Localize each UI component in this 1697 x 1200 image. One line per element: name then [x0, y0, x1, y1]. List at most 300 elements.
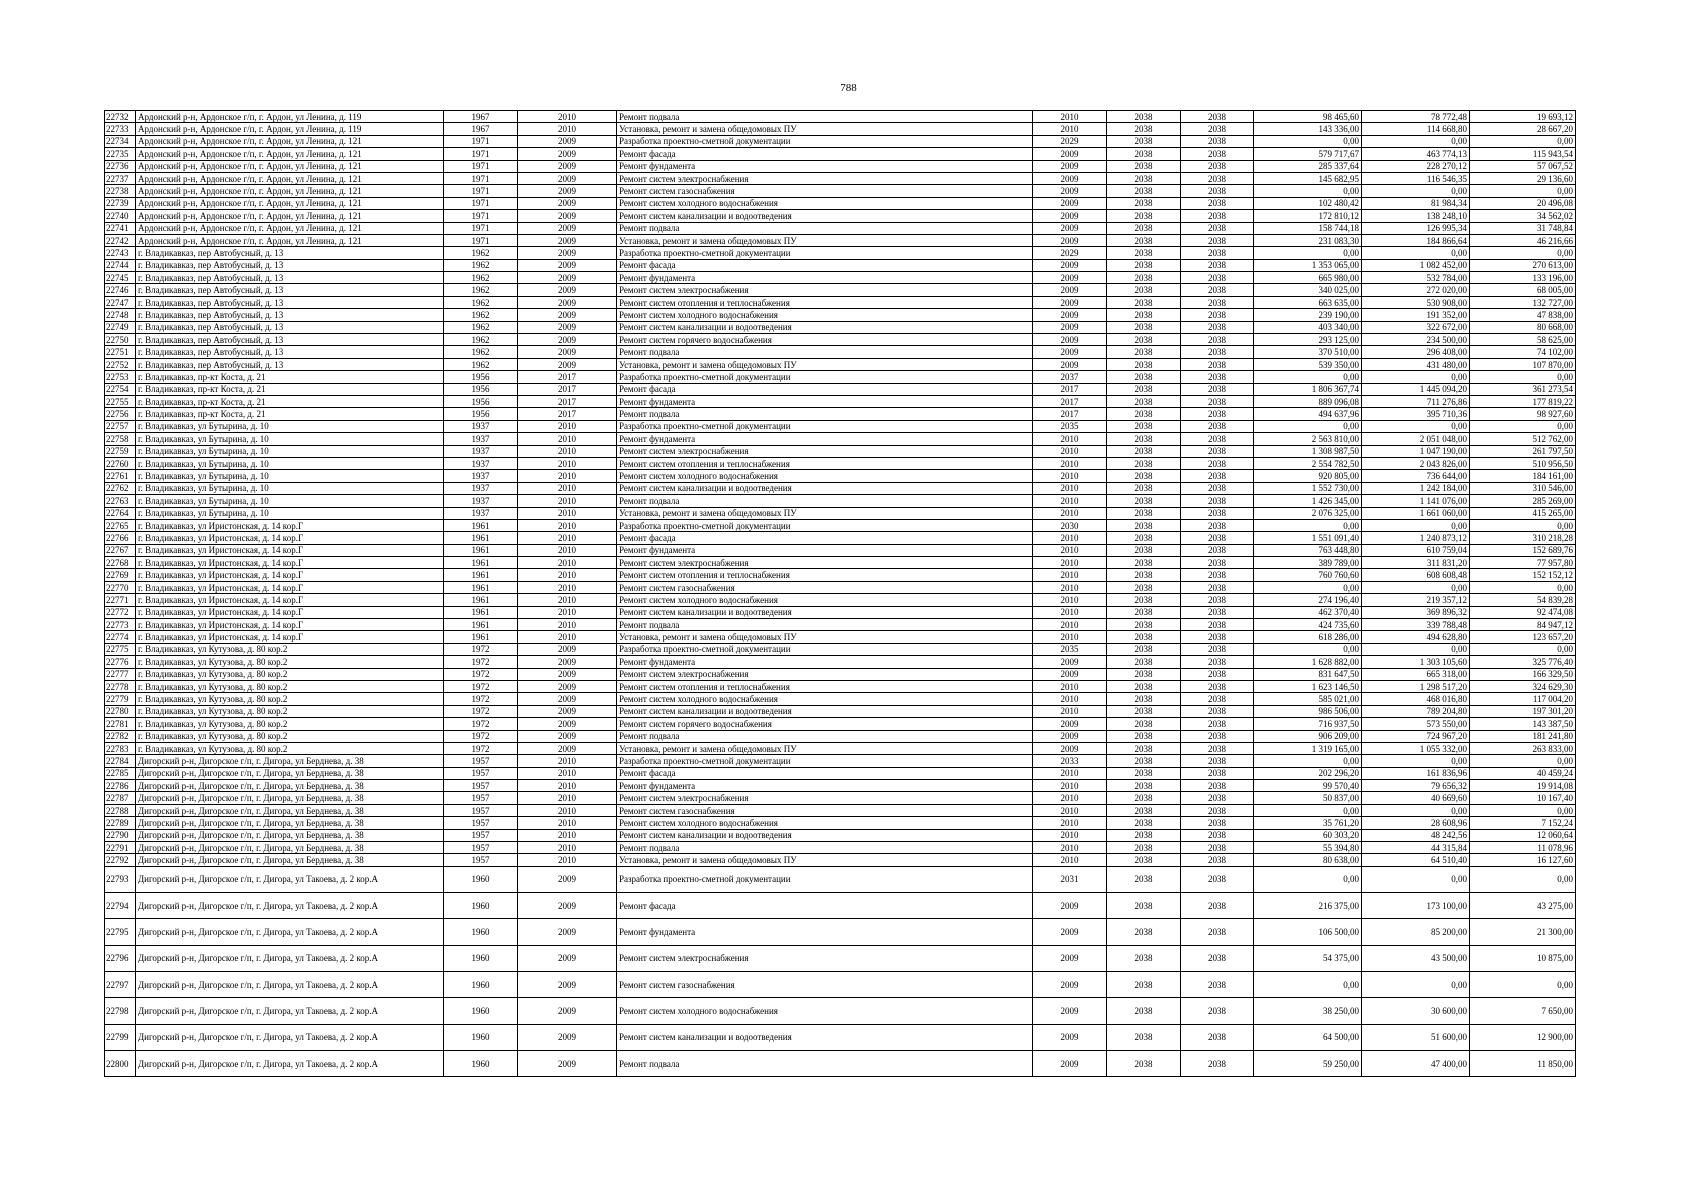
- cell-owner-cost: 166 329,50: [1470, 668, 1576, 680]
- cell-owner-cost: 184 161,00: [1470, 470, 1576, 482]
- cell-row-id: 22796: [105, 945, 136, 971]
- cell-row-id: 22754: [105, 383, 136, 395]
- cell-work-type: Ремонт систем холодного водоснабжения: [617, 998, 1033, 1024]
- cell-owner-cost: 28 667,20: [1470, 123, 1576, 135]
- cell-plan-year-end: 2038: [1107, 998, 1181, 1024]
- cell-total-cost: 106 500,00: [1254, 919, 1362, 945]
- cell-plan-year-final: 2038: [1181, 495, 1254, 507]
- cell-plan-year-start: 2009: [1033, 346, 1107, 358]
- cell-plan-year-start: 2009: [1033, 945, 1107, 971]
- cell-address: Дигорский р-н, Дигорское г/п, г. Дигора, ул Такоева, д. 2 кор.А: [136, 893, 444, 919]
- cell-plan-year-final: 2038: [1181, 1024, 1254, 1050]
- cell-total-cost: 1 308 987,50: [1254, 445, 1362, 457]
- cell-address: г. Владикавказ, ул Иристонская, д. 14 кор.Г: [136, 594, 444, 606]
- cell-plan-year-final: 2038: [1181, 321, 1254, 333]
- cell-plan-year-end: 2038: [1107, 222, 1181, 234]
- cell-total-cost: 59 250,00: [1254, 1050, 1362, 1076]
- cell-total-cost: 1 319 165,00: [1254, 742, 1362, 754]
- table-row: [105, 123, 1576, 135]
- cell-plan-year-final: 2038: [1181, 222, 1254, 234]
- cell-total-cost: 1 628 882,00: [1254, 656, 1362, 668]
- cell-address: Дигорский р-н, Дигорское г/п, г. Дигора, ул Такоева, д. 2 кор.А: [136, 866, 444, 892]
- cell-total-cost: 1 426 345,00: [1254, 495, 1362, 507]
- cell-owner-cost: 0,00: [1470, 972, 1576, 998]
- cell-plan-year-final: 2038: [1181, 519, 1254, 531]
- cell-plan-year-end: 2038: [1107, 804, 1181, 816]
- cell-plan-year-start: 2037: [1033, 371, 1107, 383]
- cell-privatization-year: 2009: [518, 160, 617, 172]
- cell-plan-year-end: 2038: [1107, 557, 1181, 569]
- cell-row-id: 22789: [105, 817, 136, 829]
- cell-address: г. Владикавказ, пер Автобусный, д. 13: [136, 272, 444, 284]
- cell-total-cost: 55 394,80: [1254, 842, 1362, 854]
- cell-build-year: 1961: [444, 544, 518, 556]
- cell-fund-cost: 665 318,00: [1362, 668, 1470, 680]
- cell-plan-year-final: 2038: [1181, 792, 1254, 804]
- cell-work-type: Ремонт систем электроснабжения: [617, 557, 1033, 569]
- cell-owner-cost: 0,00: [1470, 185, 1576, 197]
- cell-address: г. Владикавказ, ул Иристонская, д. 14 кор.Г: [136, 581, 444, 593]
- cell-plan-year-end: 2038: [1107, 817, 1181, 829]
- table-row: [105, 247, 1576, 259]
- cell-address: Ардонский р-н, Ардонское г/п, г. Ардон, ул Ленина, д. 119: [136, 111, 444, 123]
- cell-plan-year-start: 2030: [1033, 519, 1107, 531]
- cell-total-cost: 38 250,00: [1254, 998, 1362, 1024]
- cell-plan-year-final: 2038: [1181, 272, 1254, 284]
- cell-fund-cost: 0,00: [1362, 581, 1470, 593]
- cell-plan-year-final: 2038: [1181, 185, 1254, 197]
- cell-work-type: Ремонт фундамента: [617, 433, 1033, 445]
- cell-row-id: 22787: [105, 792, 136, 804]
- cell-fund-cost: 1 303 105,60: [1362, 656, 1470, 668]
- cell-fund-cost: 1 141 076,00: [1362, 495, 1470, 507]
- cell-plan-year-start: 2009: [1033, 730, 1107, 742]
- cell-owner-cost: 152 152,12: [1470, 569, 1576, 581]
- cell-address: Ардонский р-н, Ардонское г/п, г. Ардон, ул Ленина, д. 121: [136, 135, 444, 147]
- cell-plan-year-start: 2031: [1033, 866, 1107, 892]
- cell-row-id: 22763: [105, 495, 136, 507]
- cell-address: Ардонский р-н, Ардонское г/п, г. Ардон, ул Ленина, д. 119: [136, 123, 444, 135]
- cell-owner-cost: 7 152,24: [1470, 817, 1576, 829]
- cell-build-year: 1962: [444, 346, 518, 358]
- cell-address: г. Владикавказ, ул Иристонская, д. 14 кор.Г: [136, 557, 444, 569]
- cell-build-year: 1972: [444, 643, 518, 655]
- cell-privatization-year: 2009: [518, 643, 617, 655]
- table-row: [105, 804, 1576, 816]
- cell-address: г. Владикавказ, ул Бутырина, д. 10: [136, 482, 444, 494]
- cell-plan-year-start: 2009: [1033, 718, 1107, 730]
- cell-owner-cost: 132 727,00: [1470, 296, 1576, 308]
- cell-privatization-year: 2009: [518, 680, 617, 692]
- cell-plan-year-start: 2010: [1033, 433, 1107, 445]
- cell-fund-cost: 711 276,86: [1362, 395, 1470, 407]
- cell-fund-cost: 2 051 048,00: [1362, 433, 1470, 445]
- cell-plan-year-end: 2038: [1107, 569, 1181, 581]
- table-row: [105, 172, 1576, 184]
- table-row: [105, 296, 1576, 308]
- cell-privatization-year: 2010: [518, 817, 617, 829]
- cell-privatization-year: 2010: [518, 631, 617, 643]
- cell-owner-cost: 68 005,00: [1470, 284, 1576, 296]
- cell-privatization-year: 2009: [518, 1024, 617, 1050]
- cell-fund-cost: 44 315,84: [1362, 842, 1470, 854]
- cell-address: г. Владикавказ, ул Бутырина, д. 10: [136, 445, 444, 457]
- cell-work-type: Ремонт систем канализации и водоотведения: [617, 321, 1033, 333]
- cell-build-year: 1962: [444, 247, 518, 259]
- cell-plan-year-start: 2009: [1033, 259, 1107, 271]
- cell-build-year: 1971: [444, 210, 518, 222]
- cell-total-cost: 0,00: [1254, 519, 1362, 531]
- cell-row-id: 22765: [105, 519, 136, 531]
- cell-plan-year-end: 2038: [1107, 395, 1181, 407]
- cell-fund-cost: 2 043 826,00: [1362, 457, 1470, 469]
- cell-row-id: 22750: [105, 334, 136, 346]
- cell-build-year: 1957: [444, 854, 518, 866]
- cell-privatization-year: 2009: [518, 693, 617, 705]
- cell-owner-cost: 510 956,50: [1470, 457, 1576, 469]
- cell-plan-year-end: 2038: [1107, 945, 1181, 971]
- cell-work-type: Ремонт систем газоснабжения: [617, 804, 1033, 816]
- cell-privatization-year: 2009: [518, 945, 617, 971]
- cell-address: г. Владикавказ, пер Автобусный, д. 13: [136, 296, 444, 308]
- cell-row-id: 22781: [105, 718, 136, 730]
- cell-fund-cost: 161 836,96: [1362, 767, 1470, 779]
- table-row: [105, 135, 1576, 147]
- cell-build-year: 1937: [444, 445, 518, 457]
- cell-build-year: 1956: [444, 383, 518, 395]
- cell-plan-year-start: 2010: [1033, 606, 1107, 618]
- cell-address: г. Владикавказ, пер Автобусный, д. 13: [136, 321, 444, 333]
- cell-plan-year-end: 2038: [1107, 919, 1181, 945]
- cell-build-year: 1957: [444, 755, 518, 767]
- cell-owner-cost: 270 613,00: [1470, 259, 1576, 271]
- cell-owner-cost: 21 300,00: [1470, 919, 1576, 945]
- cell-address: г. Владикавказ, ул Кутузова, д. 80 кор.2: [136, 730, 444, 742]
- cell-privatization-year: 2009: [518, 730, 617, 742]
- cell-total-cost: 920 805,00: [1254, 470, 1362, 482]
- cell-privatization-year: 2010: [518, 482, 617, 494]
- cell-plan-year-start: 2017: [1033, 408, 1107, 420]
- cell-plan-year-end: 2038: [1107, 643, 1181, 655]
- cell-plan-year-end: 2038: [1107, 792, 1181, 804]
- cell-total-cost: 158 744,18: [1254, 222, 1362, 234]
- cell-total-cost: 663 635,00: [1254, 296, 1362, 308]
- cell-plan-year-end: 2038: [1107, 693, 1181, 705]
- cell-build-year: 1956: [444, 371, 518, 383]
- cell-fund-cost: 1 055 332,00: [1362, 742, 1470, 754]
- cell-build-year: 1937: [444, 420, 518, 432]
- cell-privatization-year: 2009: [518, 185, 617, 197]
- cell-total-cost: 231 083,30: [1254, 234, 1362, 246]
- cell-plan-year-end: 2038: [1107, 619, 1181, 631]
- cell-address: г. Владикавказ, ул Иристонская, д. 14 кор.Г: [136, 631, 444, 643]
- cell-total-cost: 98 465,60: [1254, 111, 1362, 123]
- cell-plan-year-end: 2038: [1107, 334, 1181, 346]
- cell-work-type: Ремонт фундамента: [617, 919, 1033, 945]
- cell-build-year: 1971: [444, 222, 518, 234]
- cell-total-cost: 0,00: [1254, 755, 1362, 767]
- cell-address: Ардонский р-н, Ардонское г/п, г. Ардон, ул Ленина, д. 121: [136, 148, 444, 160]
- cell-plan-year-final: 2038: [1181, 557, 1254, 569]
- cell-privatization-year: 2009: [518, 197, 617, 209]
- cell-plan-year-end: 2038: [1107, 780, 1181, 792]
- cell-plan-year-end: 2038: [1107, 457, 1181, 469]
- cell-owner-cost: 40 459,24: [1470, 767, 1576, 779]
- cell-work-type: Ремонт фундамента: [617, 656, 1033, 668]
- cell-total-cost: 340 025,00: [1254, 284, 1362, 296]
- cell-row-id: 22768: [105, 557, 136, 569]
- cell-address: г. Владикавказ, пр-кт Коста, д. 21: [136, 383, 444, 395]
- cell-plan-year-final: 2038: [1181, 420, 1254, 432]
- cell-privatization-year: 2017: [518, 383, 617, 395]
- cell-plan-year-final: 2038: [1181, 172, 1254, 184]
- cell-build-year: 1957: [444, 842, 518, 854]
- cell-address: г. Владикавказ, ул Бутырина, д. 10: [136, 470, 444, 482]
- cell-plan-year-end: 2038: [1107, 594, 1181, 606]
- cell-work-type: Разработка проектно-сметной документации: [617, 643, 1033, 655]
- cell-row-id: 22742: [105, 234, 136, 246]
- cell-total-cost: 1 353 065,00: [1254, 259, 1362, 271]
- cell-plan-year-final: 2038: [1181, 705, 1254, 717]
- table-row: [105, 817, 1576, 829]
- cell-fund-cost: 608 608,48: [1362, 569, 1470, 581]
- cell-owner-cost: 117 004,20: [1470, 693, 1576, 705]
- cell-address: г. Владикавказ, ул Иристонская, д. 14 кор.Г: [136, 544, 444, 556]
- cell-work-type: Установка, ремонт и замена общедомовых ПУ: [617, 631, 1033, 643]
- cell-privatization-year: 2010: [518, 569, 617, 581]
- cell-row-id: 22793: [105, 866, 136, 892]
- cell-work-type: Разработка проектно-сметной документации: [617, 420, 1033, 432]
- cell-address: Ардонский р-н, Ардонское г/п, г. Ардон, ул Ленина, д. 121: [136, 197, 444, 209]
- cell-build-year: 1937: [444, 457, 518, 469]
- cell-plan-year-start: 2010: [1033, 842, 1107, 854]
- table-row: [105, 445, 1576, 457]
- cell-fund-cost: 0,00: [1362, 866, 1470, 892]
- cell-fund-cost: 0,00: [1362, 185, 1470, 197]
- cell-total-cost: 0,00: [1254, 420, 1362, 432]
- cell-work-type: Ремонт систем холодного водоснабжения: [617, 594, 1033, 606]
- cell-plan-year-end: 2038: [1107, 866, 1181, 892]
- cell-privatization-year: 2010: [518, 433, 617, 445]
- cell-work-type: Ремонт систем канализации и водоотведения: [617, 210, 1033, 222]
- cell-row-id: 22800: [105, 1050, 136, 1076]
- cell-plan-year-start: 2009: [1033, 358, 1107, 370]
- cell-privatization-year: 2010: [518, 111, 617, 123]
- cell-total-cost: 986 506,00: [1254, 705, 1362, 717]
- cell-plan-year-final: 2038: [1181, 445, 1254, 457]
- cell-plan-year-end: 2038: [1107, 742, 1181, 754]
- cell-plan-year-start: 2009: [1033, 296, 1107, 308]
- cell-work-type: Ремонт фасада: [617, 767, 1033, 779]
- cell-plan-year-end: 2038: [1107, 185, 1181, 197]
- cell-total-cost: 2 554 782,50: [1254, 457, 1362, 469]
- cell-plan-year-start: 2009: [1033, 160, 1107, 172]
- cell-owner-cost: 0,00: [1470, 371, 1576, 383]
- cell-plan-year-end: 2038: [1107, 197, 1181, 209]
- cell-work-type: Разработка проектно-сметной документации: [617, 247, 1033, 259]
- cell-plan-year-final: 2038: [1181, 544, 1254, 556]
- table-row: [105, 594, 1576, 606]
- cell-build-year: 1960: [444, 998, 518, 1024]
- cell-address: г. Владикавказ, ул Бутырина, д. 10: [136, 507, 444, 519]
- cell-work-type: Ремонт систем горячего водоснабжения: [617, 718, 1033, 730]
- cell-plan-year-final: 2038: [1181, 780, 1254, 792]
- cell-address: Ардонский р-н, Ардонское г/п, г. Ардон, ул Ленина, д. 121: [136, 160, 444, 172]
- cell-build-year: 1971: [444, 197, 518, 209]
- cell-privatization-year: 2010: [518, 507, 617, 519]
- cell-address: г. Владикавказ, пер Автобусный, д. 13: [136, 309, 444, 321]
- cell-address: г. Владикавказ, пер Автобусный, д. 13: [136, 346, 444, 358]
- cell-work-type: Ремонт систем электроснабжения: [617, 792, 1033, 804]
- cell-plan-year-start: 2010: [1033, 495, 1107, 507]
- cell-plan-year-start: 2010: [1033, 680, 1107, 692]
- cell-build-year: 1972: [444, 693, 518, 705]
- cell-address: Ардонский р-н, Ардонское г/п, г. Ардон, ул Ленина, д. 121: [136, 210, 444, 222]
- cell-plan-year-end: 2038: [1107, 705, 1181, 717]
- cell-row-id: 22773: [105, 619, 136, 631]
- cell-plan-year-end: 2038: [1107, 482, 1181, 494]
- table-row: [105, 544, 1576, 556]
- cell-fund-cost: 532 784,00: [1362, 272, 1470, 284]
- cell-address: г. Владикавказ, ул Бутырина, д. 10: [136, 457, 444, 469]
- cell-address: г. Владикавказ, пер Автобусный, д. 13: [136, 259, 444, 271]
- cell-fund-cost: 234 500,00: [1362, 334, 1470, 346]
- cell-plan-year-end: 2038: [1107, 767, 1181, 779]
- cell-plan-year-final: 2038: [1181, 718, 1254, 730]
- cell-owner-cost: 57 067,52: [1470, 160, 1576, 172]
- cell-row-id: 22732: [105, 111, 136, 123]
- table-row: [105, 383, 1576, 395]
- cell-plan-year-start: 2009: [1033, 172, 1107, 184]
- cell-row-id: 22776: [105, 656, 136, 668]
- table-row: [105, 919, 1576, 945]
- cell-fund-cost: 28 608,96: [1362, 817, 1470, 829]
- cell-total-cost: 0,00: [1254, 972, 1362, 998]
- cell-fund-cost: 468 016,80: [1362, 693, 1470, 705]
- table-row: [105, 346, 1576, 358]
- cell-plan-year-start: 2009: [1033, 148, 1107, 160]
- cell-row-id: 22772: [105, 606, 136, 618]
- cell-plan-year-start: 2009: [1033, 656, 1107, 668]
- cell-plan-year-final: 2038: [1181, 945, 1254, 971]
- cell-address: Ардонский р-н, Ардонское г/п, г. Ардон, ул Ленина, д. 121: [136, 172, 444, 184]
- cell-work-type: Ремонт фасада: [617, 532, 1033, 544]
- cell-address: Дигорский р-н, Дигорское г/п, г. Дигора, ул Такоева, д. 2 кор.А: [136, 1024, 444, 1050]
- cell-owner-cost: 285 269,00: [1470, 495, 1576, 507]
- cell-plan-year-start: 2009: [1033, 919, 1107, 945]
- cell-address: Дигорский р-н, Дигорское г/п, г. Дигора, ул Берднева, д. 38: [136, 804, 444, 816]
- cell-fund-cost: 219 357,12: [1362, 594, 1470, 606]
- cell-build-year: 1957: [444, 792, 518, 804]
- cell-fund-cost: 610 759,04: [1362, 544, 1470, 556]
- cell-plan-year-final: 2038: [1181, 309, 1254, 321]
- cell-plan-year-end: 2038: [1107, 383, 1181, 395]
- cell-fund-cost: 272 020,00: [1362, 284, 1470, 296]
- cell-row-id: 22792: [105, 854, 136, 866]
- cell-owner-cost: 10 167,40: [1470, 792, 1576, 804]
- cell-plan-year-start: 2010: [1033, 457, 1107, 469]
- table-row: [105, 408, 1576, 420]
- cell-row-id: 22745: [105, 272, 136, 284]
- cell-fund-cost: 126 995,34: [1362, 222, 1470, 234]
- cell-address: Ардонский р-н, Ардонское г/п, г. Ардон, ул Ленина, д. 121: [136, 185, 444, 197]
- cell-privatization-year: 2010: [518, 445, 617, 457]
- cell-total-cost: 716 937,50: [1254, 718, 1362, 730]
- cell-build-year: 1962: [444, 296, 518, 308]
- cell-plan-year-final: 2038: [1181, 507, 1254, 519]
- table-row: [105, 222, 1576, 234]
- cell-plan-year-final: 2038: [1181, 668, 1254, 680]
- cell-plan-year-end: 2038: [1107, 842, 1181, 854]
- cell-plan-year-end: 2038: [1107, 544, 1181, 556]
- table-row: [105, 210, 1576, 222]
- cell-fund-cost: 0,00: [1362, 755, 1470, 767]
- cell-fund-cost: 0,00: [1362, 371, 1470, 383]
- cell-plan-year-final: 2038: [1181, 594, 1254, 606]
- cell-plan-year-final: 2038: [1181, 1050, 1254, 1076]
- cell-build-year: 1960: [444, 919, 518, 945]
- cell-address: г. Владикавказ, ул Кутузова, д. 80 кор.2: [136, 742, 444, 754]
- cell-work-type: Ремонт систем отопления и теплоснабжения: [617, 680, 1033, 692]
- cell-work-type: Ремонт систем газоснабжения: [617, 972, 1033, 998]
- cell-plan-year-final: 2038: [1181, 767, 1254, 779]
- cell-total-cost: 539 350,00: [1254, 358, 1362, 370]
- cell-address: Дигорский р-н, Дигорское г/п, г. Дигора, ул Берднева, д. 38: [136, 854, 444, 866]
- cell-plan-year-final: 2038: [1181, 197, 1254, 209]
- cell-privatization-year: 2010: [518, 457, 617, 469]
- cell-row-id: 22755: [105, 395, 136, 407]
- cell-build-year: 1960: [444, 945, 518, 971]
- cell-build-year: 1957: [444, 804, 518, 816]
- cell-fund-cost: 47 400,00: [1362, 1050, 1470, 1076]
- cell-row-id: 22757: [105, 420, 136, 432]
- cell-row-id: 22782: [105, 730, 136, 742]
- cell-work-type: Ремонт фундамента: [617, 544, 1033, 556]
- cell-total-cost: 1 623 146,50: [1254, 680, 1362, 692]
- cell-owner-cost: 20 496,08: [1470, 197, 1576, 209]
- cell-row-id: 22764: [105, 507, 136, 519]
- cell-build-year: 1937: [444, 482, 518, 494]
- cell-plan-year-end: 2038: [1107, 606, 1181, 618]
- cell-plan-year-end: 2038: [1107, 346, 1181, 358]
- cell-plan-year-final: 2038: [1181, 346, 1254, 358]
- cell-work-type: Разработка проектно-сметной документации: [617, 135, 1033, 147]
- cell-owner-cost: 133 196,00: [1470, 272, 1576, 284]
- cell-work-type: Ремонт систем электроснабжения: [617, 172, 1033, 184]
- cell-plan-year-final: 2038: [1181, 234, 1254, 246]
- cell-plan-year-end: 2038: [1107, 470, 1181, 482]
- cell-plan-year-end: 2038: [1107, 519, 1181, 531]
- cell-address: Дигорский р-н, Дигорское г/п, г. Дигора, ул Берднева, д. 38: [136, 842, 444, 854]
- cell-plan-year-final: 2038: [1181, 111, 1254, 123]
- cell-fund-cost: 0,00: [1362, 643, 1470, 655]
- cell-fund-cost: 0,00: [1362, 972, 1470, 998]
- cell-total-cost: 579 717,67: [1254, 148, 1362, 160]
- cell-fund-cost: 1 445 094,20: [1362, 383, 1470, 395]
- cell-privatization-year: 2010: [518, 842, 617, 854]
- cell-row-id: 22749: [105, 321, 136, 333]
- cell-fund-cost: 395 710,36: [1362, 408, 1470, 420]
- table-row: [105, 395, 1576, 407]
- cell-work-type: Ремонт систем холодного водоснабжения: [617, 470, 1033, 482]
- cell-address: Дигорский р-н, Дигорское г/п, г. Дигора, ул Берднева, д. 38: [136, 780, 444, 792]
- cell-plan-year-final: 2038: [1181, 358, 1254, 370]
- table-row: [105, 185, 1576, 197]
- cell-plan-year-final: 2038: [1181, 160, 1254, 172]
- cell-work-type: Установка, ремонт и замена общедомовых ПУ: [617, 507, 1033, 519]
- cell-privatization-year: 2009: [518, 334, 617, 346]
- cell-row-id: 22743: [105, 247, 136, 259]
